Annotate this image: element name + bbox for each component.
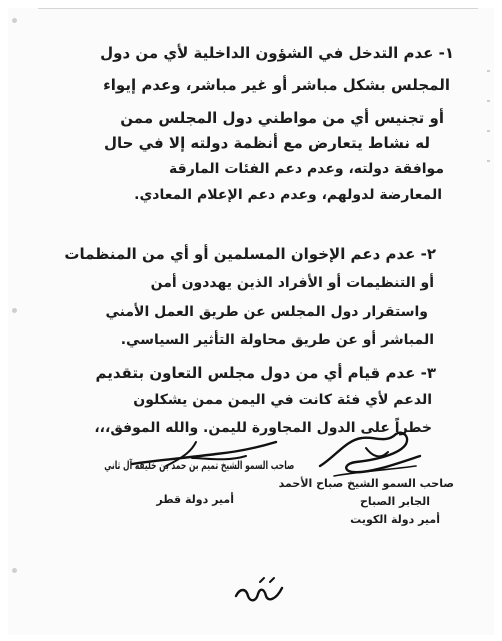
scanned-document-page [8, 8, 494, 635]
text-line: واستقرار دول المجلس عن طريق العمل الأمني [105, 304, 428, 320]
signatory-name: صاحب السمو الشيخ تميم بن حمد بن خليفة آل ثاني [103, 459, 294, 472]
text-line: موافقة دولته، وعدم دعم الفئات المارقة [169, 161, 444, 177]
signatory-title: أمير دولة قطر [156, 493, 234, 506]
perforation-mark [487, 160, 490, 162]
page-edge [38, 8, 478, 9]
perforation-mark [487, 100, 490, 102]
text-line: المجلس بشكل مباشر أو غير مباشر، وعدم إيواء [103, 76, 450, 94]
perforation-mark [487, 130, 490, 132]
punch-hole [12, 568, 17, 573]
signatory-title: أمير دولة الكويت [350, 513, 440, 526]
text-line: ٣- عدم قيام أي من دول مجلس التعاون بتقديم [95, 364, 436, 382]
punch-hole [12, 308, 17, 313]
text-line: ١- عدم التدخل في الشؤون الداخلية لأي من دول [100, 44, 454, 62]
text-line: أو تجنيس أي من مواطني دول المجلس ممن [120, 109, 444, 127]
perforation-mark [487, 70, 490, 72]
signatory-name: الجابر الصباح [359, 495, 430, 508]
text-line: الدعم لأي فئة كانت في اليمن ممن يشكلون [133, 392, 432, 408]
text-line: له نشاط يتعارض مع أنظمة دولته إلا في حال [104, 134, 430, 152]
initial-mark [230, 574, 290, 610]
signatory-name: صاحب السمو الشيخ صباح الأحمد [278, 477, 454, 490]
punch-hole [12, 18, 17, 23]
text-line: أو التنظيمات أو الأفراد الذين يهددون أمن [150, 275, 434, 291]
text-line: المباشر أو عن طريق محاولة التأثير السياسي. [120, 332, 434, 348]
text-line: المعارضة لدولهم، وعدم دعم الإعلام المعادي. [134, 187, 442, 203]
text-line: خطراً على الدول المجاورة لليمن. والله الموفق،،، [94, 420, 432, 436]
text-line: ٢- عدم دعم الإخوان المسلمين أو أي من المنظمات [64, 245, 436, 263]
